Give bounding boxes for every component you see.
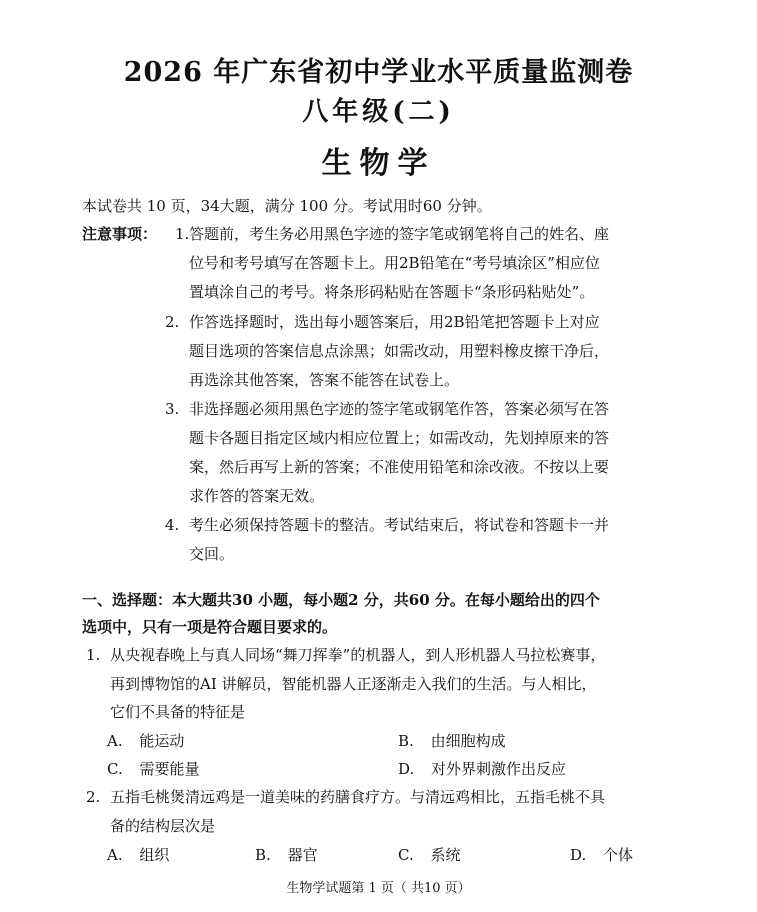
question-2-line: 备的结构层次是 [110,817,216,835]
option-label: C. [107,760,123,778]
note-3-line: 题卡各题目指定区域内相应位置上；如需改动，先划掉原来的答 [189,429,610,447]
question-1-line: 从央视春晚上与真人同场“舞刀挥拳”的机器人，到人形机器人马拉松赛事， [110,646,606,664]
q1-option-b [398,731,506,751]
q1-option-a [107,731,184,751]
note-4-line: 交回。 [189,545,235,563]
exam-grade: 八年级(二) [302,97,455,127]
section-heading-line: 一、选择题：本大题共30 小题，每小题2 分，共60 分。在每小题给出的四个 [82,591,600,609]
q2-option-a [107,845,169,865]
option-label: A. [107,732,123,750]
page-footer: 生物学试题第 1 页（ 共10 页） [286,881,471,896]
option-label: C. [398,846,414,864]
exam-subject: 生物学 [321,146,436,181]
intro-text: 本试卷共 10 页，34大题，满分 100 分。考试用时60 分钟。 [82,197,492,215]
q1-option-c [107,759,200,779]
q2-option-d [570,845,633,865]
option-text: 系统 [430,846,461,864]
option-label: A. [107,846,123,864]
note-2-line: 题目选项的答案信息点涂黑；如需改动，用塑料橡皮擦干净后， [189,342,610,360]
note-1-line: 位号和考号填写在答题卡上。用2B铅笔在“考号填涂区”相应位 [189,254,600,272]
note-3-num: 3. [165,400,180,418]
option-text: 对外界刺激作出反应 [431,760,567,778]
note-2-num: 2. [165,313,180,331]
q2-option-b [255,845,318,865]
option-label: B. [398,732,414,750]
note-3-line: 非选择题必须用黑色字迹的签字笔或钢笔作答，答案必须写在答 [189,400,610,418]
note-1-line: 答题前，考生务必用黑色字迹的签字笔或钢笔将自己的姓名、座 [189,225,610,243]
note-1-line: 置填涂自己的考号。将条形码粘贴在答题卡“条形码粘贴处”。 [189,283,595,301]
question-1-num: 1. [86,646,101,664]
option-text: 由细胞构成 [430,732,506,750]
question-2-line: 五指毛桃煲清远鸡是一道美味的药膳食疗方。与清远鸡相比，五指毛桃不具 [110,788,606,806]
note-4-line: 考生必须保持答题卡的整洁。考试结束后，将试卷和答题卡一并 [189,516,610,534]
question-2-num: 2. [86,788,101,806]
exam-title: 2026 年广东省初中学业水平质量监测卷 [123,57,634,88]
question-1-line: 再到博物馆的AI 讲解员，智能机器人正逐渐走入我们的生活。与人相比， [110,675,597,693]
option-text: 器官 [287,846,318,864]
option-text: 组织 [139,846,170,864]
q1-option-d [398,759,566,779]
note-2-line: 作答选择题时，选出每小题答案后，用2B铅笔把答题卡上对应 [189,313,600,331]
option-label: D. [570,846,587,864]
q2-option-c [398,845,461,865]
note-4-num: 4. [165,516,180,534]
question-1-line: 它们不具备的特征是 [110,703,246,721]
note-2-line: 再选涂其他答案，答案不能答在试卷上。 [189,371,460,389]
option-text: 个体 [603,846,634,864]
option-text: 需要能量 [139,760,200,778]
option-label: D. [398,760,415,778]
option-text: 能运动 [139,732,185,750]
note-3-line: 案，然后再写上新的答案；不准使用铅笔和涂改液。不按以上要 [189,458,610,476]
option-label: B. [255,846,271,864]
note-3-line: 求作答的答案无效。 [189,487,325,505]
notes-label: 注意事项： [82,225,158,243]
note-1-num: 1. [175,225,190,243]
section-heading-line: 选项中，只有一项是符合题目要求的。 [82,618,338,636]
